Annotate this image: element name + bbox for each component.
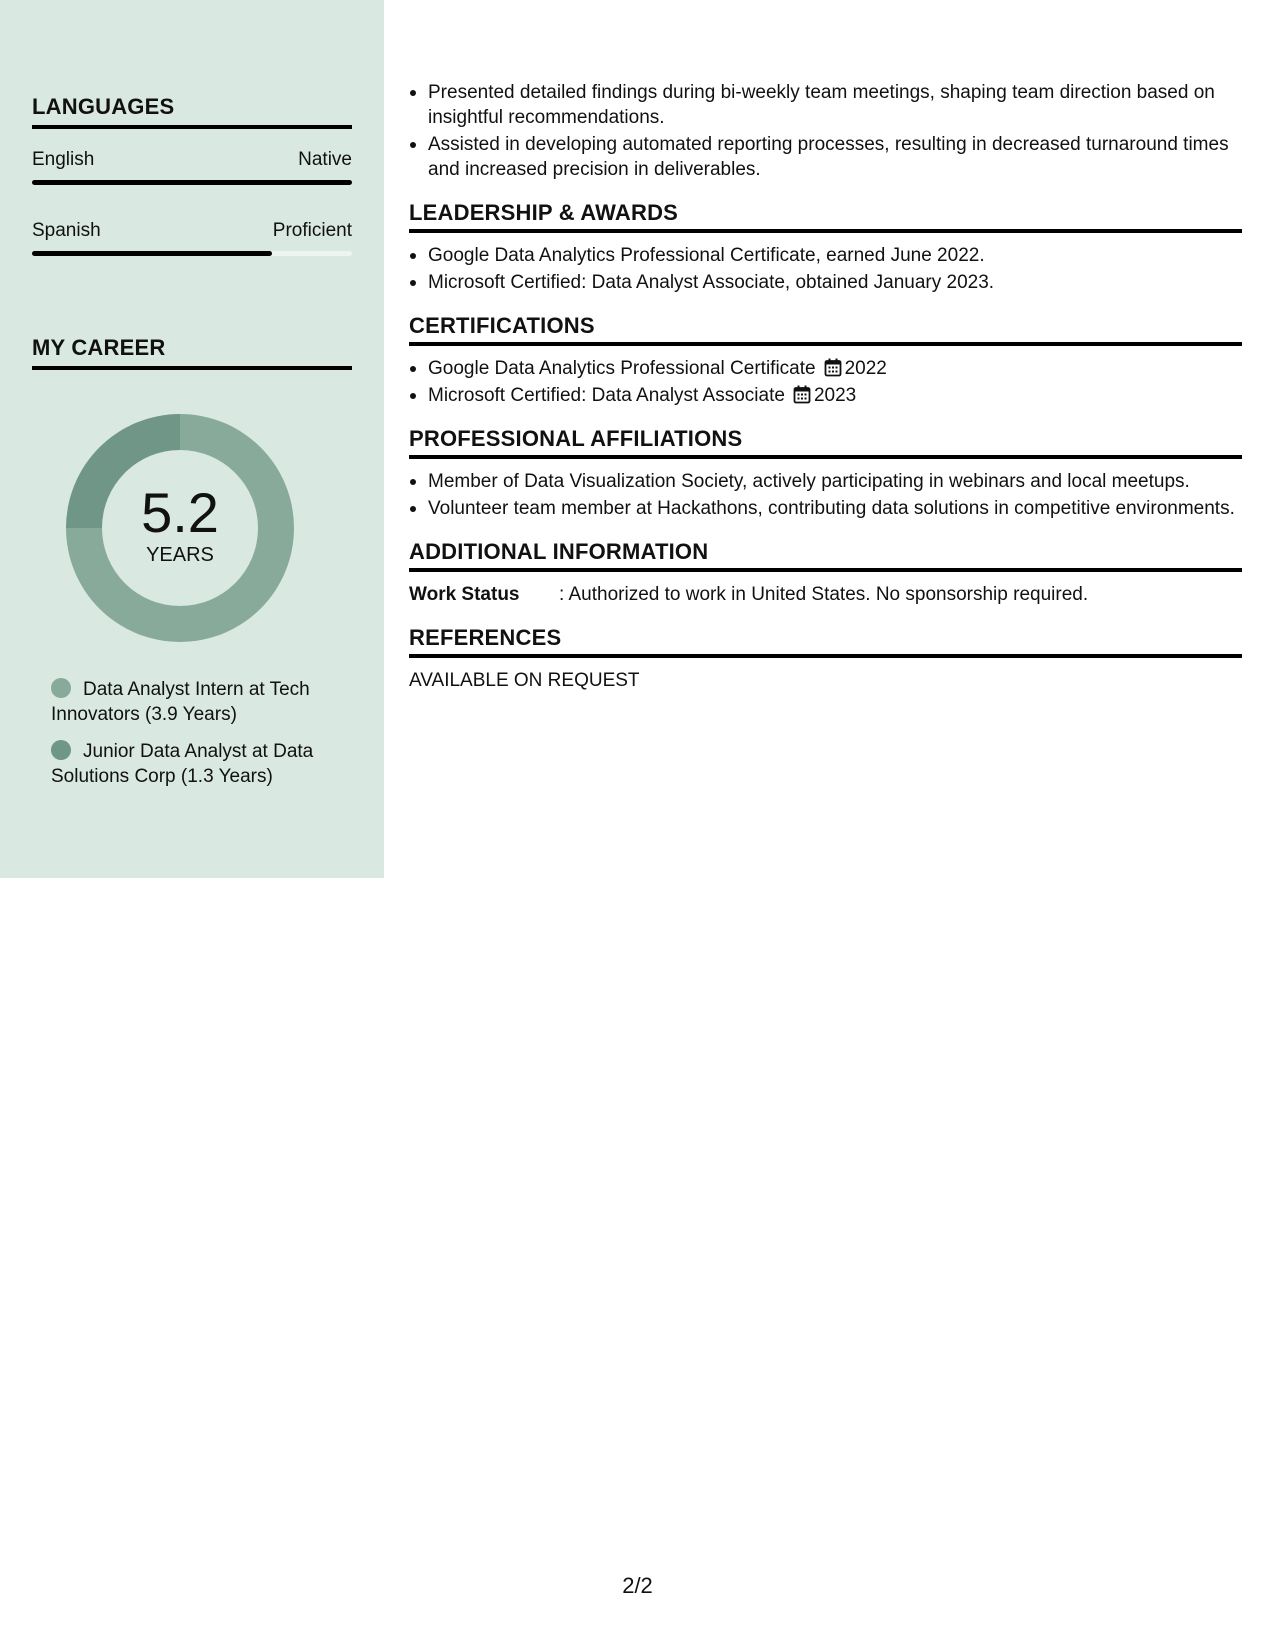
references-text: AVAILABLE ON REQUEST	[409, 670, 640, 691]
work-status-row	[409, 582, 1242, 607]
references-heading: REFERENCES	[409, 625, 1242, 658]
language-proficiency-fill	[32, 251, 272, 256]
certification-name: Google Data Analytics Professional Certificate	[428, 358, 816, 379]
main-content	[409, 80, 1242, 693]
languages-section	[32, 94, 352, 256]
legend-label: Junior Data Analyst at Data Solutions Corp (1.3 Years)	[51, 741, 314, 787]
career-legend	[51, 677, 341, 801]
page-number: 2/2	[622, 1573, 653, 1598]
career-section	[32, 335, 352, 370]
language-item-english	[32, 149, 352, 185]
career-total-unit: YEARS	[146, 543, 214, 566]
affiliations-list	[409, 469, 1242, 521]
language-proficiency-bar	[32, 180, 352, 185]
certification-name: Microsoft Certified: Data Analyst Associate	[428, 385, 785, 406]
certification-item	[409, 383, 1242, 408]
calendar-icon	[824, 358, 842, 377]
list-item: Member of Data Visualization Society, actively participating in webinars and local meetups.	[409, 469, 1242, 494]
list-item: Assisted in developing automated reporting processes, resulting in decreased turnaround times and increased precision in deliverables.	[409, 132, 1242, 182]
certification-item	[409, 356, 1242, 381]
languages-heading: LANGUAGES	[32, 94, 352, 129]
experience-bullets	[409, 80, 1242, 182]
language-name: Spanish	[32, 220, 101, 241]
leadership-heading: LEADERSHIP & AWARDS	[409, 200, 1242, 233]
list-item: Presented detailed findings during bi-weekly team meetings, shaping team direction based on insightful recommendations.	[409, 80, 1242, 130]
affiliations-heading: PROFESSIONAL AFFILIATIONS	[409, 426, 1242, 459]
list-item: Volunteer team member at Hackathons, contributing data solutions in competitive environments.	[409, 496, 1242, 521]
language-level: Proficient	[272, 220, 352, 241]
language-item-spanish	[32, 220, 352, 256]
career-total-years: 5.2	[141, 480, 219, 544]
career-heading: MY CAREER	[32, 335, 352, 370]
legend-label: Data Analyst Intern at Tech Innovators (3.9 Years)	[51, 679, 310, 725]
legend-item	[51, 677, 341, 727]
language-level: Native	[298, 149, 352, 170]
work-status-label: Work Status	[409, 584, 520, 605]
work-status-value: : Authorized to work in United States. No sponsorship required.	[559, 584, 1089, 605]
list-item: Google Data Analytics Professional Certificate, earned June 2022.	[409, 243, 1242, 268]
list-item: Microsoft Certified: Data Analyst Associate, obtained January 2023.	[409, 270, 1242, 295]
language-proficiency-bar	[32, 251, 352, 256]
certifications-list	[409, 356, 1242, 408]
additional-info-heading: ADDITIONAL INFORMATION	[409, 539, 1242, 572]
language-name: English	[32, 149, 95, 170]
donut-center	[66, 414, 294, 642]
language-proficiency-fill	[32, 180, 352, 185]
legend-dot-icon	[51, 740, 71, 760]
career-donut-chart	[66, 414, 294, 642]
certification-year: 2023	[813, 385, 857, 406]
leadership-list	[409, 243, 1242, 295]
sidebar	[0, 0, 384, 878]
legend-dot-icon	[51, 678, 71, 698]
calendar-icon	[793, 385, 811, 404]
certification-year: 2022	[844, 358, 887, 379]
legend-item	[51, 739, 341, 789]
certifications-heading: CERTIFICATIONS	[409, 313, 1242, 346]
